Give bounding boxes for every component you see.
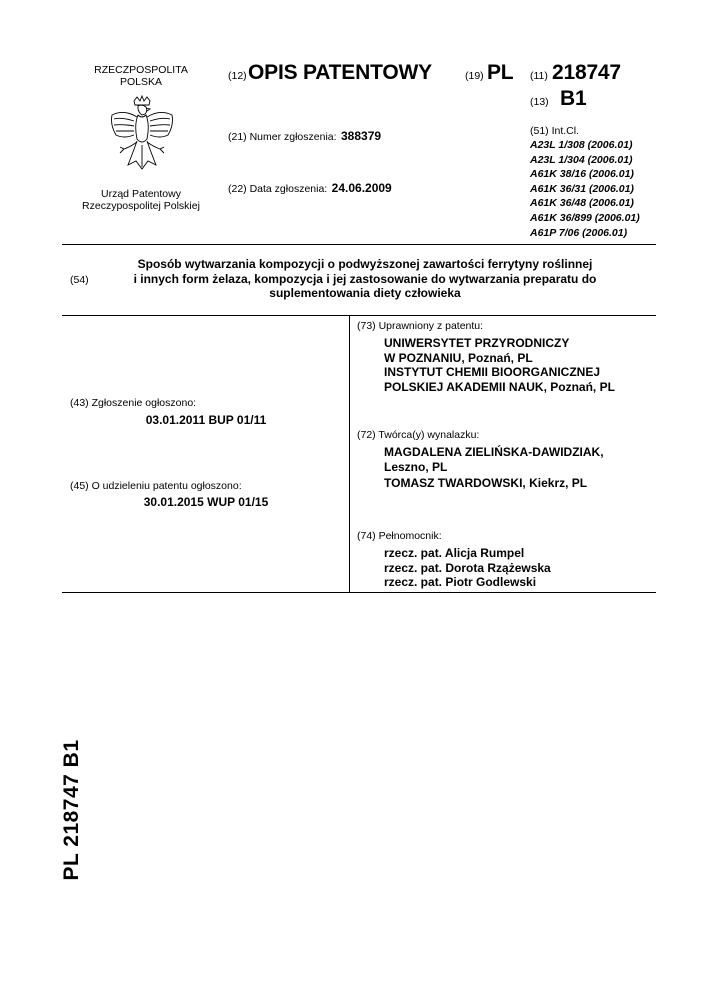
ipc-list (530, 138, 640, 240)
issuer-country (70, 64, 212, 88)
code-11: (11) (530, 70, 548, 82)
country-code: PL (487, 61, 514, 84)
country-line-1: RZECZPOSPOLITA (94, 64, 188, 76)
application-published-label: (43) Zgłoszenie ogłoszono: (70, 397, 197, 409)
code-19: (19) (465, 70, 484, 82)
code-12: (12) (228, 70, 247, 82)
attorney-line: rzecz. pat. Alicja Rumpel (384, 546, 525, 560)
ipc-code: A61K 36/31 (2006.01) (530, 182, 634, 195)
patent-number: 218747 (552, 61, 621, 84)
inventors-label: (72) Twórca(y) wynalazku: (357, 429, 480, 441)
inventor-line: TOMASZ TWARDOWSKI, Kiekrz, PL (384, 476, 588, 490)
invention-title (110, 257, 620, 301)
attorney-label: (74) Pełnomocnik: (357, 530, 442, 542)
ipc-code: A23L 1/308 (2006.01) (530, 139, 633, 151)
application-date-label: (22) Data zgłoszenia: (228, 183, 328, 195)
proprietor-line: UNIWERSYTET PRZYRODNICZY (384, 336, 570, 350)
ipc-code: A61P 7/06 (2006.01) (530, 226, 628, 239)
ipc-code: A61K 36/48 (2006.01) (530, 197, 634, 210)
title-code: (54) (70, 274, 89, 286)
application-number-label: (21) Numer zgłoszenia: (228, 131, 337, 143)
divider-top (62, 244, 656, 245)
title-line: suplementowania diety człowieka (269, 286, 461, 300)
column-divider (349, 315, 350, 592)
inventors-list (384, 445, 604, 491)
ipc-code: A61K 38/16 (2006.01) (530, 168, 634, 181)
attorney-line: rzecz. pat. Piotr Godlewski (384, 575, 537, 589)
attorney-list (384, 546, 551, 590)
inventor-line: Leszno, PL (384, 459, 448, 474)
divider-mid (62, 315, 656, 316)
divider-bottom (62, 592, 656, 593)
attorney-line: rzecz. pat. Dorota Rzążewska (384, 560, 551, 575)
ipc-code: A23L 1/304 (2006.01) (530, 153, 633, 166)
proprietor-label: (73) Uprawniony z patentu: (357, 320, 484, 332)
application-number-value: 388379 (341, 129, 382, 143)
proprietor-line: POLSKIEJ AKADEMII NAUK, Poznań, PL (384, 379, 615, 394)
code-13: (13) (530, 96, 549, 108)
application-date (228, 179, 392, 197)
office-line-2: Rzeczypospolitej Polskiej (82, 200, 200, 212)
country-line-2: POLSKA (119, 76, 163, 88)
grant-published-label: (45) O udzieleniu patentu ogłoszono: (70, 480, 242, 492)
ipc-code: A61K 36/899 (2006.01) (530, 211, 640, 224)
office-line-1: Urząd Patentowy (101, 188, 181, 200)
inventor-line: MAGDALENA ZIELIŃSKA-DAWIDZIAK, (384, 445, 604, 459)
application-date-value: 24.06.2009 (331, 181, 392, 195)
polish-eagle-emblem-icon (106, 95, 178, 179)
proprietor-line: INSTYTUT CHEMII BIOORGANICZNEJ (384, 365, 601, 379)
title-line: Sposób wytwarzania kompozycji o podwyższonej zawartości ferrytyny roślinnej (137, 257, 593, 271)
application-published-value: 03.01.2011 BUP 01/11 (145, 413, 267, 427)
title-line: i innych form żelaza, kompozycja i jej zastosowanie do wytwarzania preparatu do (133, 271, 597, 286)
grant-published-value: 30.01.2015 WUP 01/15 (143, 495, 269, 509)
issuer-office (70, 188, 212, 212)
side-patent-label: PL 218747 B1 (60, 739, 83, 881)
proprietor-list (384, 336, 615, 394)
proprietor-line: W POZNANIU, Poznań, PL (384, 350, 533, 365)
ipc-label: (51) Int.Cl. (530, 125, 580, 137)
application-number (228, 127, 381, 145)
kind-code: B1 (560, 87, 587, 110)
document-type: OPIS PATENTOWY (248, 61, 432, 84)
